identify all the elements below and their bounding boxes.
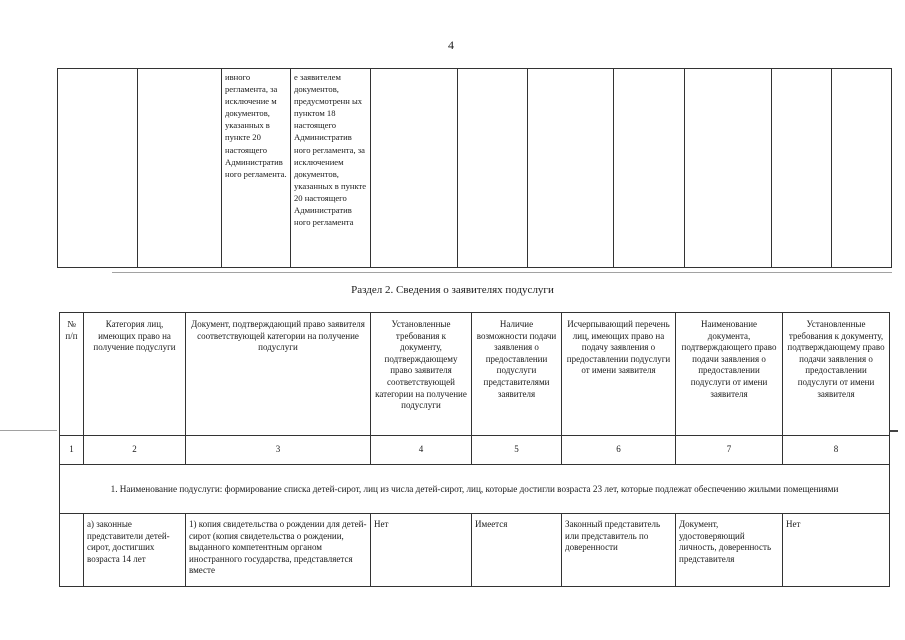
service-name: 1. Наименование подуслуги: формирование списка детей-сирот, лиц из числа детей-сирот, лиц, которые достигли возраста 23 лет, которые подлежат обеспечению жилыми помещениями — [60, 465, 890, 514]
continuation-table — [57, 68, 892, 268]
document-cell: 1) копия свидетельства о рождении для детей-сирот (копия свидетельства о рождении, выданного компетентным органом иностранного государства, представляется вместе — [186, 514, 371, 587]
category-cell: а) законные представители детей-сирот, достигших возраста 14 лет — [84, 514, 186, 587]
row-number-cell — [60, 514, 84, 587]
continuation-cell-3: ивного регламента, за исключение м документов, указанных в пункте 20 настоящего Административ ного регламента. — [222, 69, 291, 268]
requirements-cell: Нет — [371, 514, 472, 587]
continuation-cell-10 — [772, 69, 832, 268]
continuation-cell-6 — [458, 69, 528, 268]
header-rep-document: Наименование документа, подтверждающего право подачи заявления о предоставлении подуслуги от имени заявителя — [676, 313, 783, 436]
section-title: Раздел 2. Сведения о заявителях подуслуги — [351, 284, 554, 296]
header-persons-list: Исчерпывающий перечень лиц, имеющих право на подачу заявления о предоставлении подуслуги от имени заявителя — [562, 313, 676, 436]
continuation-cell-8 — [614, 69, 685, 268]
scan-artifact-line — [112, 272, 892, 273]
continuation-cell-5 — [371, 69, 458, 268]
continuation-row — [58, 69, 892, 268]
representatives-cell: Имеется — [472, 514, 562, 587]
header-doc-requirements: Установленные требования к документу, подтверждающему право заявителя соответствующей категории на получение подуслуги — [371, 313, 472, 436]
persons-list-cell: Законный представитель или представитель по доверенности — [562, 514, 676, 587]
header-rep-requirements: Установленные требования к документу, подтверждающему право подачи заявления о предоставлении подуслуги от имени заявителя — [783, 313, 890, 436]
rep-requirements-cell: Нет — [783, 514, 890, 587]
continuation-cell-9 — [685, 69, 772, 268]
column-number: 2 — [84, 436, 186, 465]
page-number: 4 — [448, 38, 454, 52]
header-category: Категория лиц, имеющих право на получение подуслуги — [84, 313, 186, 436]
column-number: 3 — [186, 436, 371, 465]
column-number: 6 — [562, 436, 676, 465]
column-number: 8 — [783, 436, 890, 465]
continuation-cell-11 — [832, 69, 892, 268]
header-representatives: Наличие возможности подачи заявления о предоставлении подуслуги представителями заявителя — [472, 313, 562, 436]
header-row — [60, 313, 890, 436]
column-number: 5 — [472, 436, 562, 465]
continuation-cell-7 — [528, 69, 614, 268]
service-name-row — [60, 465, 890, 514]
rep-document-cell: Документ, удостоверяющий личность, доверенность представителя — [676, 514, 783, 587]
scan-artifact-line — [889, 430, 898, 432]
column-number-row — [60, 436, 890, 465]
continuation-cell-4: е заявителем документов, предусмотренн ых пунктом 18 настоящего Административ ного регламента, за исключением документов, указанных в пункте 20 настоящего Административ ного регламента — [291, 69, 371, 268]
continuation-cell-1 — [58, 69, 138, 268]
table-row — [60, 514, 890, 587]
column-number: 4 — [371, 436, 472, 465]
applicants-table — [59, 312, 890, 587]
scan-artifact-line — [0, 430, 57, 431]
header-number: № п/п — [60, 313, 84, 436]
column-number: 1 — [60, 436, 84, 465]
header-document: Документ, подтверждающий право заявителя соответствующей категории на получение подуслуги — [186, 313, 371, 436]
column-number: 7 — [676, 436, 783, 465]
continuation-cell-2 — [138, 69, 222, 268]
